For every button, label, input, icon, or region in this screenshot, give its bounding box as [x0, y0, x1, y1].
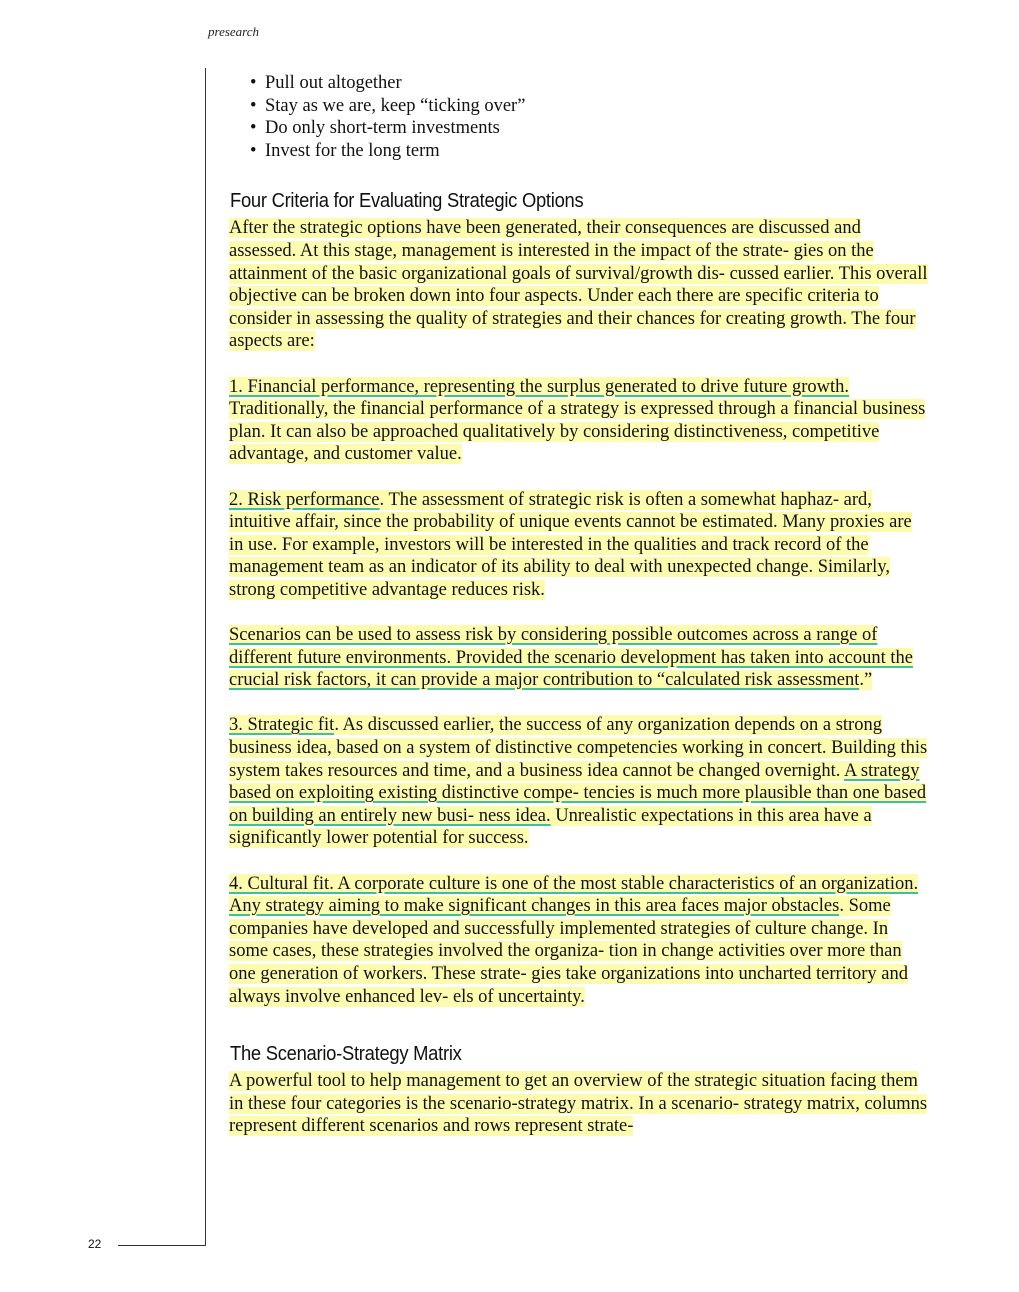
highlighted-text: . As discussed earlier, the success of any organization depends on a strong business idea, based on a system of distinctive competencies working in concert. Building this system takes resources and time, and a business idea cannot be changed overnight. [229, 715, 928, 781]
page-number: 22 [88, 1237, 102, 1251]
underlined-highlight: 3. Strategic fit [229, 715, 335, 736]
underlined-highlight: 1. Financial performance, representing the surplus generated to drive future growth. [229, 376, 850, 397]
paragraph-scenarios-risk [229, 624, 929, 692]
paragraph-matrix-intro [229, 1070, 929, 1138]
options-list [250, 72, 929, 162]
list-item: • Pull out altogether [250, 72, 929, 95]
list-item: • Stay as we are, keep “ticking over” [250, 95, 929, 118]
page-body [229, 72, 929, 1138]
paragraph-cultural-fit [229, 873, 929, 1009]
paragraph-financial-performance [229, 376, 929, 466]
highlighted-text: A powerful tool to help management to get an overview of the strategic situation facing them in these four categories is the scenario-strategy matrix. In a scenario- strategy matrix, columns represent different scenarios and rows represent strate- [229, 1071, 928, 1137]
running-head: presearch [208, 24, 260, 39]
highlighted-text: Traditionally, the financial performance of a strategy is expressed through a financial business plan. It can also be approached qualitatively by considering distinctiveness, competitive advantage, and customer value. [229, 399, 926, 465]
footer-rule [118, 1245, 206, 1246]
underlined-highlight: A strategy based on exploiting existing distinctive compe- tencies is much more plausible than one based on building an entirely new busi- ness idea. [229, 760, 927, 826]
list-item: • Invest for the long term [250, 140, 929, 163]
paragraph-risk-performance [229, 489, 929, 602]
highlighted-text: . The assessment of strategic risk is often a somewhat haphaz- ard, intuitive affair, since the probability of unique events cannot be estimated. Many proxies are in use. For example, investors will be interested in the qualities and track record of the management team as an indicator of its ability to deal with unexpected change. Similarly, strong competitive advantage reduces risk. [229, 489, 912, 600]
underlined-highlight: Scenarios can be used to assess risk by considering possible outcomes across a range of different future environments. Provided the scenario development has taken into account the crucial risk factors, it can provide a major contribution to “calculated risk assessment [229, 625, 913, 691]
highlighted-text: After the strategic options have been generated, their consequences are discussed and assessed. At this stage, management is interested in the impact of the strate- gies on the attainment of the basic organizational goals of survival/growth dis- cussed earlier. This overall objective can be broken down into four aspects. Under each there are specific criteria to consider in assessing the quality of strategies and their chances for creating growth. The four aspects are: [229, 218, 928, 352]
paragraph-strategic-fit [229, 714, 929, 850]
list-item: • Do only short-term investments [250, 117, 929, 140]
highlighted-text: . Some companies have developed and successfully implemented strategies of culture change. In some cases, these strategies involved the organiza- tion in change activities over more than one generation of workers. These strate- gies take organizations into uncharted territory and always involve enhanced lev- els of uncertainty. [229, 896, 908, 1007]
underlined-highlight: 2. Risk performance [229, 489, 380, 510]
margin-rule [205, 68, 206, 1246]
underlined-highlight: 4. Cultural fit. A corporate culture is one of the most stable characteristics of an organization. Any strategy aiming to make significant changes in this area faces major obstacles [229, 873, 919, 917]
section-heading-matrix: The Scenario-Strategy Matrix [230, 1043, 462, 1066]
highlighted-text: .” [859, 670, 873, 691]
highlighted-text: Unrealistic expectations in this area have a significantly lower potential for success. [229, 805, 872, 849]
paragraph-intro [229, 217, 929, 353]
section-heading-criteria: Four Criteria for Evaluating Strategic Options [230, 190, 584, 213]
